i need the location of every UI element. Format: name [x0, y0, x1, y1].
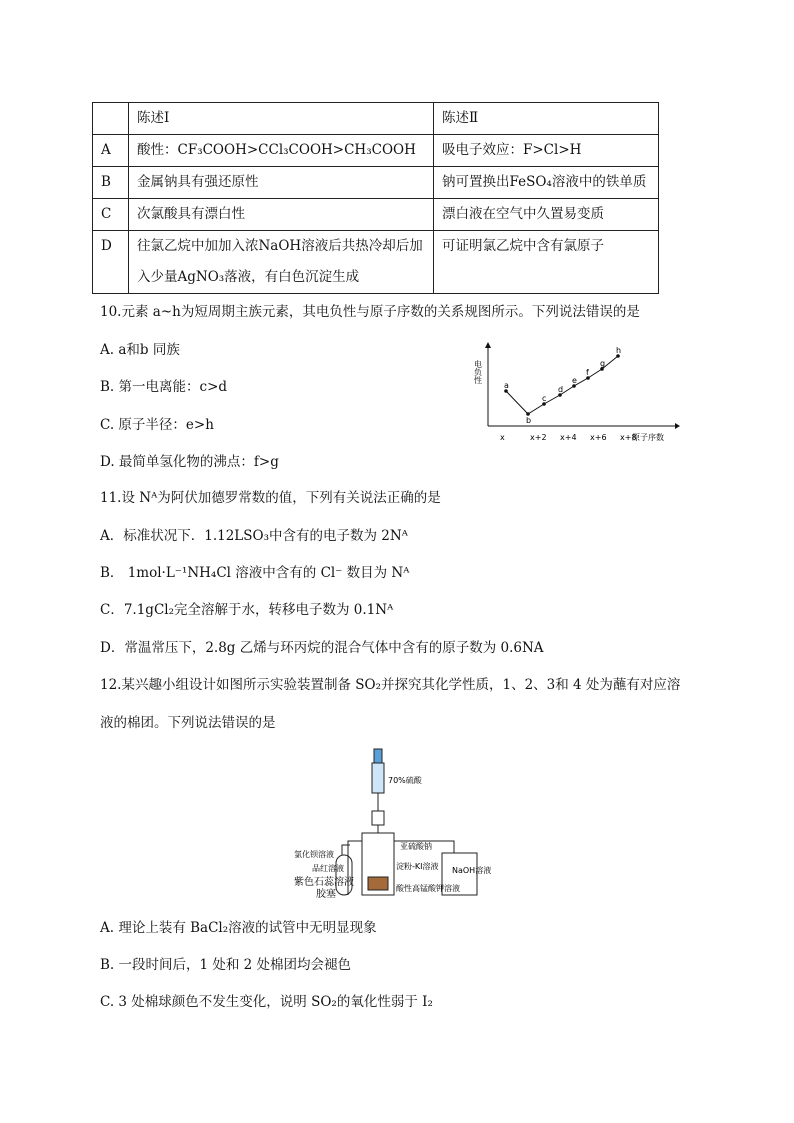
point-label: a [504, 381, 509, 390]
option-b: B. 第一电离能：c>d [100, 379, 228, 395]
row-key: C [93, 199, 129, 231]
stopper-label: 胶塞 [316, 889, 336, 900]
row-key: A [93, 135, 129, 167]
row-key: B [93, 167, 129, 199]
statement-2: 可证明氯乙烷中含有氯原子 [434, 231, 659, 294]
statement-2: 钠可置换出FeSO₄溶液中的铁单质 [434, 167, 659, 199]
x-tick-label: x [500, 433, 505, 442]
statement-1-line: 入少量AgNO₃落液，有白色沉淀生成 [137, 269, 360, 285]
question-11-stem: 11.设 Nᴬ为阿伏加德罗常数的值，下列有关说法正确的是 [100, 490, 441, 506]
acid-label: 70%硫酸 [388, 776, 422, 785]
x-tick-label: x+2 [530, 433, 547, 442]
statement-1 [129, 231, 434, 294]
table-header-cell: 陈述Ⅰ [129, 103, 434, 135]
table-row [93, 167, 659, 199]
table-header-cell [93, 103, 129, 135]
electronegativity-chart [470, 340, 680, 450]
question-12-stem: 12.某兴趣小组设计如图所示实验装置制备 SO₂并探究其化学性质，1、2、3和 4 处为蘸有对应溶 [100, 677, 681, 693]
litmus-label: 紫色石蕊溶液 [294, 877, 354, 888]
bacl2-label: 氯化钡溶液 [294, 850, 334, 859]
statement-2: 漂白液在空气中久置易变质 [434, 199, 659, 231]
x-tick-label: x+4 [560, 433, 577, 442]
option-c: C. 原子半径：e>h [100, 417, 214, 433]
point-label: b [526, 416, 532, 425]
question-12-stem-cont: 液的棉团。下列说法错误的是 [100, 715, 276, 731]
sulfite-label: 亚硫酸钠 [400, 842, 432, 851]
statement-2: 吸电子效应：F>Cl>H [434, 135, 659, 167]
statement-table [92, 102, 659, 294]
x-tick-label: x+8 [620, 433, 637, 442]
starch-label: 淀粉-KI溶液 [396, 862, 439, 871]
table-header-row [93, 103, 659, 135]
y-axis-label: 电负性 [473, 360, 483, 384]
statement-1-line: 往氯乙烷中加加入浓NaOH溶液后共热冷却后加 [137, 238, 423, 254]
option-d: D. 最简单氢化物的沸点：f>g [100, 454, 279, 470]
statement-1: 次氯酸具有漂白性 [129, 199, 434, 231]
point-label: e [572, 376, 577, 385]
kmno4-label: 酸性高锰酸钾溶液 [396, 884, 460, 893]
option-b: B. 一段时间后，1 处和 2 处棉团均会褪色 [100, 957, 352, 973]
x-axis-label: 原子序数 [632, 433, 664, 442]
statement-1: 金属钠具有强还原性 [129, 167, 434, 199]
table-header-cell: 陈述Ⅱ [434, 103, 659, 135]
table-row [93, 231, 659, 294]
option-a: A．标准状况下．1.12LSO₃中含有的电子数为 2Nᴬ [100, 528, 408, 544]
naoh-label: NaOH溶液 [452, 866, 492, 875]
point-label: h [616, 346, 622, 355]
experiment-apparatus [292, 745, 502, 905]
option-c: C. 3 处棉球颜色不发生变化，说明 SO₂的氧化性弱于 I₂ [100, 994, 433, 1010]
option-b: B． 1mol·L⁻¹NH₄Cl 溶液中含有的 Cl⁻ 数目为 Nᴬ [100, 565, 410, 581]
question-10-stem: 10.元素 a~h为短周期主族元素，其电负性与原子序数的关系规图所示。下列说法错误的是 [100, 304, 640, 320]
option-c: C．7.1gCl₂完全溶解于水，转移电子数为 0.1Nᴬ [100, 602, 394, 618]
point-label: g [600, 359, 606, 368]
magenta-label: 品红溶液 [312, 864, 344, 873]
table-row [93, 135, 659, 167]
statement-1: 酸性：CF₃COOH>CCl₃COOH>CH₃COOH [129, 135, 434, 167]
table-row [93, 199, 659, 231]
row-key: D [93, 231, 129, 294]
option-d: D．常温常压下，2.8g 乙烯与环丙烷的混合气体中含有的原子数为 0.6NA [100, 640, 544, 656]
x-tick-label: x+6 [590, 433, 607, 442]
point-label: d [558, 385, 564, 394]
option-a: A. a和b 同族 [100, 342, 180, 358]
option-a: A. 理论上装有 BaCl₂溶液的试管中无明显现象 [100, 920, 377, 936]
point-label: f [586, 368, 589, 377]
point-label: c [542, 394, 547, 403]
